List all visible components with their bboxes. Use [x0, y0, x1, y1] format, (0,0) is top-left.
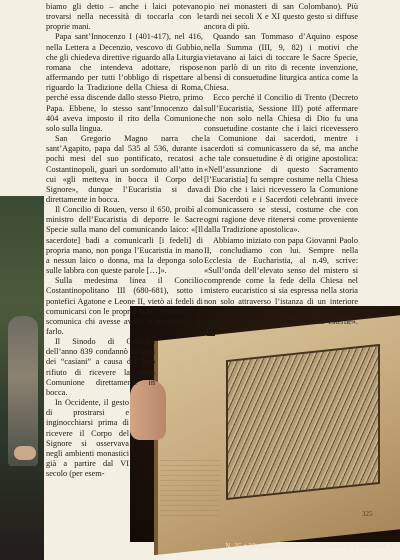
paragraph: Papa sant’Innocenzo I (401-417), nel 416, nella Lettera a Decenzio, vescovo di Gubbio, che gli chiedeva direttive riguardo alla Liturgia romana che intendeva adottare, rispose affermando per tutti l’obbligo di rispettare al riguardo la Tradizione della Chiesa di Roma, perché essa discende dallo stesso Pietro, primo Papa. Ebbene, lo stesso sant’Innocenzo dal 404 aveva imposto il rito della Comunione solo sulla lingua. [46, 32, 203, 133]
article-column-left [46, 2, 203, 479]
paragraph: Il Concilio di Rouen, verso il 650, proibì al ministro dell’Eucaristia di deporre le Sacre Specie sulla mano del comunicando laico: «[Il sacerdote] badi a comunicarli [i fedeli] di propria mano, non ponga l’Eucaristia in mano a nessun laico o donna, ma la deponga solo sulle labbra con queste parole […]». [46, 205, 203, 276]
paragraph: In Occidente, il gesto di prostrarsi e inginocchiarsi prima di ricevere il Corpo del Signore si osservava negli ambienti monastici già a partire dal VI secolo (per esem- [46, 398, 129, 479]
paragraph: Il Sinodo di Cordoba dell’anno 839 condannò la setta dei “casiani” a causa del loro rifiuto di ricevere la sacra Comunione direttamente in bocca. [46, 337, 155, 397]
painting-strip [0, 196, 44, 560]
paragraph [204, 236, 358, 338]
painted-hand [14, 446, 36, 460]
paragraph: Quando san Tommaso d’Aquino espose nella Summa (III, 9, 82) i motivi che vietavano ai laici di toccare le Sacre Specie, non parlò di un rito di recente invenzione, bensì di consuetudine liturgica antica come la Chiesa. [204, 32, 358, 93]
footer-text: N. 25 • 23 giugno 2019 • Il Settimanale di Padre Pio • 25 [225, 542, 396, 550]
page-footer [0, 542, 400, 556]
engraving-illustration [226, 344, 380, 500]
paragraph-text: Abbiamo iniziato con papa Giovanni Paolo II, concludiamo con lui. Sempre nella Ecclesia de Eucharistia, al n.49, scrive: «Sull’onda dell’elevato senso del mistero si comprende come la fede della Chiesa nel mistero eucaristico si sia espressa nella storia non solo attraverso l’istanza di un interiore atteggiamento di devozione, ma anche attraverso una serie di espressioni esterne». [204, 235, 358, 326]
paragraph: San Gregorio Magno narra che sant’Agapito, papa dal 535 al 536, durante i pochi mesi del suo pontificato, recatosi a Costantinopoli, guarì un sordomuto all’atto in cui «gli metteva in bocca il Corpo del Signore», dunque l’Eucaristia si dava direttamente in bocca. [46, 134, 203, 204]
paragraph: Sulla medesima linea il Concilio Costantinopolitano III (680-681), sotto i pontefici Agatone e Leone II, vietò ai fedeli di comunicarsi con le proprie mani e minacciò di scomunica chi avesse avuto la temerarietà di farlo. [46, 276, 203, 336]
book-page-number: 325 [362, 510, 373, 518]
article-column-right [204, 2, 358, 337]
paragraph: biamo gli detto – anche i laici potevano trovarsi nella necessità di toccarla con le proprie mani. [46, 2, 203, 32]
end-of-article-mark [207, 328, 215, 336]
paragraph: pio nei monasteri di san Colombano). Più tardi nei secoli X e XI questo gesto si diffuse ancora di più. [204, 2, 358, 32]
painted-figure [8, 316, 38, 466]
paragraph: Ecco perché il Concilio di Trento (Decreto sull’Eucaristia, Sessione III) poté affermare che non solo nella Chiesa di Dio fu una consuetudine costante che i laici ricevessero la Comunione dai sacerdoti, mentre i sacerdoti si comunicassero da sé, ma anche che tale consuetudine è di origine apostolica: «Nell’assunzione di questo Sacramento [l’Eucaristia] fu sempre costume nella Chiesa di Dio che i laici ricevessero la Comunione dai Sacerdoti e i Sacerdoti celebranti invece comunicassero se stessi, costume che con ogni ragione deve ritenersi come proveniente dalla Tradizione apostolica». [204, 93, 358, 235]
